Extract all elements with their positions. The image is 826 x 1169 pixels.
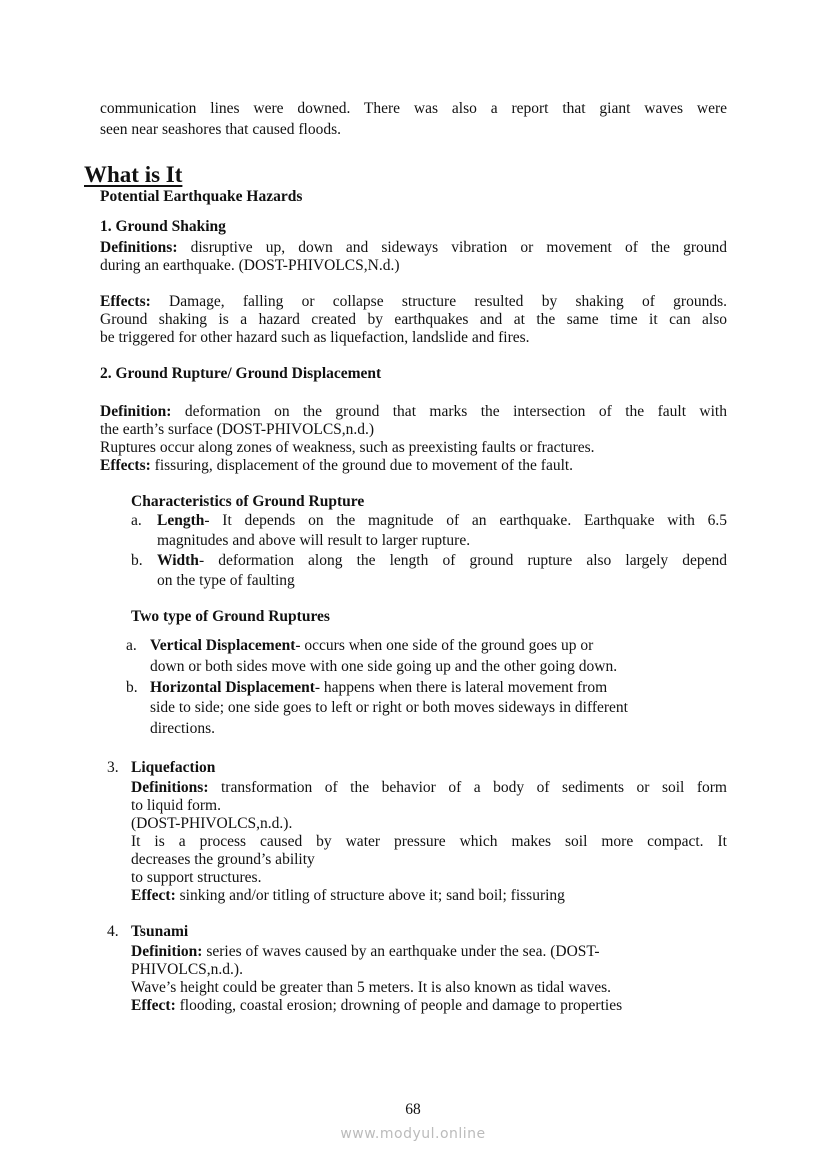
list-item-line: down or both sides move with one side going up and the other going down.: [150, 658, 618, 675]
definition-line: [100, 239, 727, 257]
definition-line: decreases the ground’s ability: [131, 851, 315, 868]
term: Width: [157, 552, 199, 569]
hazard-title-ground-rupture: 2. Ground Rupture/ Ground Displacement: [100, 365, 382, 382]
list-marker: 3.: [107, 759, 119, 776]
list-item-vertical-displacement: [150, 637, 593, 655]
term-description: - It depends on the magnitude of an earthquake. Earthquake with 6.5: [204, 512, 727, 529]
definition-line: [131, 943, 600, 961]
effects-line: [100, 457, 573, 475]
effects-label: Effects:: [100, 293, 151, 310]
definition-line: [131, 779, 727, 797]
list-marker: b.: [126, 679, 138, 696]
definition-line: to liquid form.: [131, 797, 221, 814]
definition-text: series of waves caused by an earthquake under the sea. (DOST-: [202, 943, 600, 960]
definition-text: disruptive up, down and sideways vibration or movement of the ground: [177, 239, 727, 256]
definition-line: the earth’s surface (DOST-PHIVOLCS,n.d.): [100, 421, 375, 438]
effects-text: fissuring, displacement of the ground due to movement of the fault.: [150, 457, 574, 474]
list-marker: 4.: [107, 923, 119, 940]
definition-line: to support structures.: [131, 869, 262, 886]
term-description: - occurs when one side of the ground goes up or: [295, 637, 594, 654]
definition-label: Definitions:: [131, 779, 209, 796]
effects-label: Effects:: [100, 457, 151, 474]
list-item-line: magnitudes and above will result to larger rupture.: [157, 532, 471, 549]
effects-line: be triggered for other hazard such as liquefaction, landslide and fires.: [100, 329, 530, 346]
definition-line: during an earthquake. (DOST-PHIVOLCS,N.d.): [100, 257, 400, 274]
definition-line: (DOST-PHIVOLCS,n.d.).: [131, 815, 293, 832]
intro-line: seen near seashores that caused floods.: [100, 121, 342, 138]
effects-text: Damage, falling or collapse structure resulted by shaking of grounds.: [150, 293, 727, 310]
definition-line: It is a process caused by water pressure which makes soil more compact. It: [131, 833, 727, 850]
definition-text: deformation on the ground that marks the intersection of the fault with: [171, 403, 727, 420]
characteristics-title: Characteristics of Ground Rupture: [131, 493, 365, 510]
effects-text: flooding, coastal erosion; drowning of people and damage to properties: [175, 997, 623, 1014]
list-item-horizontal-displacement: [150, 679, 607, 697]
effects-text: sinking and/or titling of structure above it; sand boil; fissuring: [175, 887, 565, 904]
effects-line: [131, 887, 565, 905]
definition-line: [100, 403, 727, 421]
hazard-title-ground-shaking: 1. Ground Shaking: [100, 218, 226, 235]
watermark: www.modyul.online: [340, 1126, 486, 1142]
term-description: - happens when there is lateral movement from: [314, 679, 608, 696]
hazard-title-liquefaction: Liquefaction: [131, 759, 216, 776]
term: Length: [157, 512, 205, 529]
definition-line: PHIVOLCS,n.d.).: [131, 961, 243, 978]
list-item-line: side to side; one side goes to left or right or both moves sideways in different: [150, 699, 628, 716]
term: Vertical Displacement: [150, 637, 296, 654]
effects-label: Effect:: [131, 997, 176, 1014]
effects-label: Effect:: [131, 887, 176, 904]
list-item-line: on the type of faulting: [157, 572, 295, 589]
list-marker: a.: [126, 637, 137, 654]
definition-label: Definition:: [131, 943, 203, 960]
page-number: 68: [405, 1101, 421, 1118]
list-item-length: [157, 512, 727, 530]
definition-line: Ruptures occur along zones of weakness, such as preexisting faults or fractures.: [100, 439, 595, 456]
intro-line: communication lines were downed. There was also a report that giant waves were: [100, 100, 727, 117]
definition-text: transformation of the behavior of a body of sediments or soil form: [208, 779, 727, 796]
list-item-line: directions.: [150, 720, 215, 737]
term-description: - deformation along the length of ground rupture also largely depend: [198, 552, 727, 569]
effects-line: [100, 293, 727, 311]
subheading: Potential Earthquake Hazards: [100, 188, 303, 205]
definition-label: Definition:: [100, 403, 172, 420]
definition-line: Wave’s height could be greater than 5 meters. It is also known as tidal waves.: [131, 979, 611, 996]
list-marker: a.: [131, 512, 142, 529]
effects-line: Ground shaking is a hazard created by earthquakes and at the same time it can also: [100, 311, 727, 328]
rupture-types-title: Two type of Ground Ruptures: [131, 608, 330, 625]
effects-line: [131, 997, 622, 1015]
list-marker: b.: [131, 552, 143, 569]
section-heading: What is It: [84, 162, 183, 187]
hazard-title-tsunami: Tsunami: [131, 923, 189, 940]
definition-label: Definitions:: [100, 239, 178, 256]
list-item-width: [157, 552, 727, 570]
term: Horizontal Displacement: [150, 679, 315, 696]
